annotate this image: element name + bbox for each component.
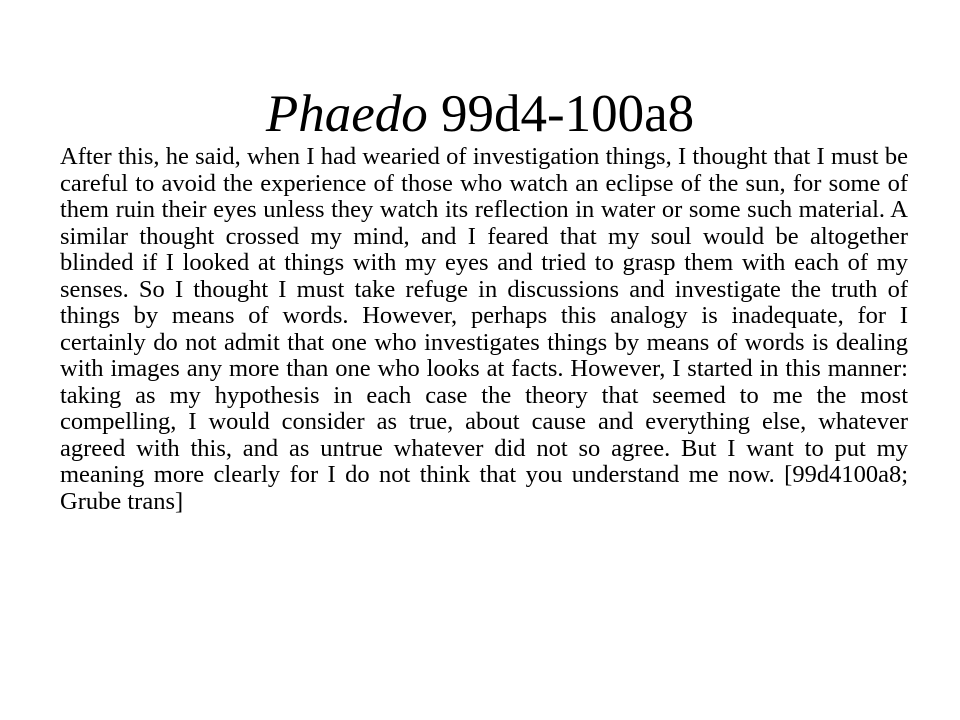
- passage-text: After this, he said, when I had wearied of investigation things, I thought that I must be careful to avoid the experience of those who watch an eclipse of the sun, for some of them ruin their eyes unless they watch its reflection in water or some such material. A similar thought crossed my mind, and I feared that my soul would be altogether blinded if I looked at things with my eyes and tried to grasp them with each of my senses. So I thought I must take refuge in discussions and investigate the truth of things by means of words. However, perhaps this analogy is inadequate, for I certainly do not admit that one who investigates things by means of words is dealing with images any more than one who looks at facts. However, I started in this manner: taking as my hypothesis in each case the theory that seemed to me the most compelling, I would consider as true, about cause and everything else, whatever agreed with this, and as untrue whatever did not so agree. But I want to put my meaning more clearly for I do not think that you understand me now. [99d4100a8; Grube trans]: [60, 143, 908, 515]
- title-reference: 99d4-100a8: [440, 85, 695, 143]
- title-work: Phaedo: [265, 85, 428, 143]
- slide-title: [0, 84, 960, 144]
